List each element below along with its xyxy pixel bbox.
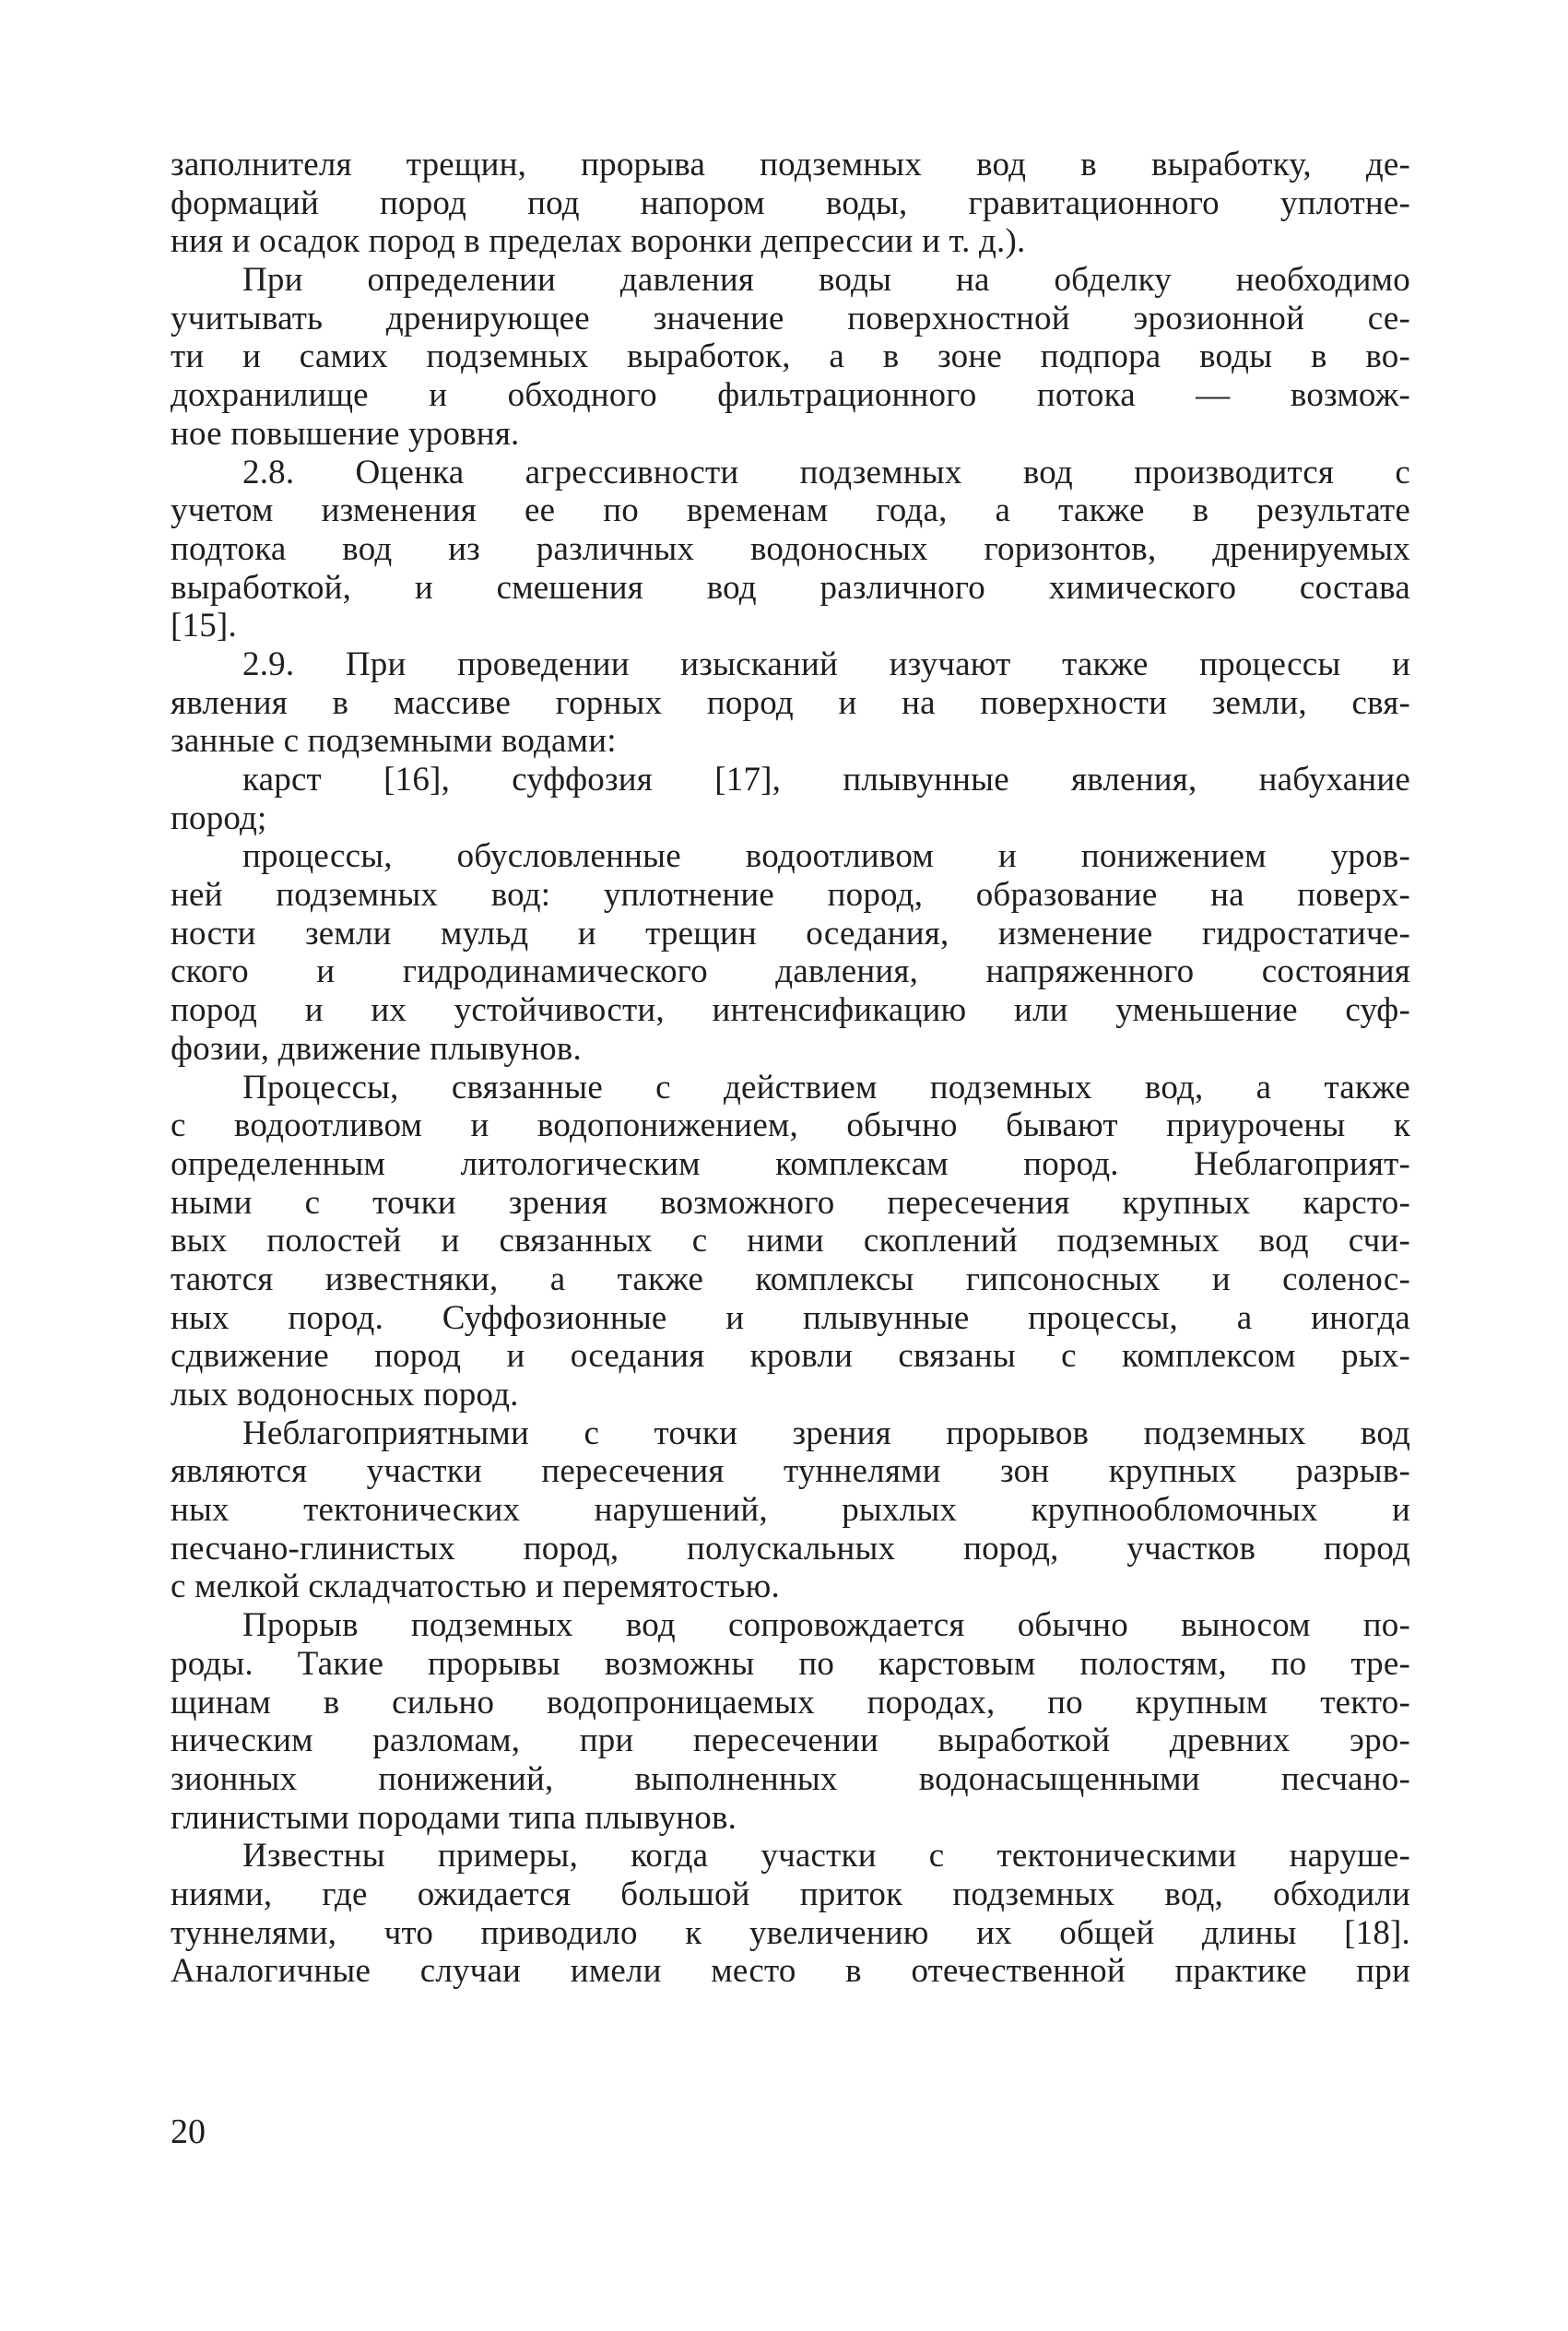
- text-line: пород и их устойчивости, интенсификацию или уменьшение суф-: [171, 991, 1410, 1030]
- paragraph: [171, 761, 1410, 837]
- text-line: определенным литологическим комплексам пород. Неблагоприят-: [171, 1144, 1410, 1183]
- text-line: таются известняки, а также комплексы гипсоносных и соленос-: [171, 1260, 1410, 1298]
- paragraph: [171, 1606, 1410, 1837]
- text-line: ского и гидродинамического давления, напряженного состояния: [171, 953, 1410, 991]
- paragraph: [171, 146, 1410, 261]
- text-line: ней подземных вод: уплотнение пород, образование на поверх-: [171, 876, 1410, 915]
- text-line: 2.8. Оценка агрессивности подземных вод производится с: [242, 453, 1410, 491]
- text-line: Аналогичные случаи имели место в отечественной практике при: [171, 1952, 1410, 1991]
- text-line: глинистыми породами типа плывунов.: [171, 1798, 737, 1837]
- text-line: Процессы, связанные с действием подземных вод, а также: [242, 1068, 1410, 1106]
- paragraph: [171, 1414, 1410, 1606]
- text-line: туннелями, что приводило к увеличению их общей длины [18].: [171, 1913, 1410, 1952]
- text-line: песчано-глинистых пород, полускальных пород, участков пород: [171, 1529, 1410, 1568]
- paragraph: [171, 645, 1410, 761]
- text-line: Прорыв подземных вод сопровождается обычно выносом по-: [242, 1606, 1410, 1645]
- text-line: зионных понижений, выполненных водонасыщенными песчано-: [171, 1759, 1410, 1798]
- text-line: ными с точки зрения возможного пересечения крупных карсто-: [171, 1183, 1410, 1222]
- text-line: подтока вод из различных водоносных горизонтов, дренируемых: [171, 529, 1410, 568]
- text-line: ности земли мульд и трещин оседания, изменение гидростатиче-: [171, 914, 1410, 953]
- text-line: учетом изменения ее по временам года, а также в результате: [171, 491, 1410, 530]
- text-line: ниями, где ожидается большой приток подземных вод, обходили: [171, 1875, 1410, 1913]
- text-line: учитывать дренирующее значение поверхностной эрозионной се-: [171, 299, 1410, 337]
- text-line: с мелкой складчатостью и перемятостью.: [171, 1568, 780, 1606]
- body-text: [171, 146, 1410, 1991]
- text-line: явления в массиве горных пород и на поверхности земли, свя-: [171, 683, 1410, 722]
- paragraph: [171, 261, 1410, 453]
- paragraph: [171, 454, 1410, 645]
- text-line: карст [16], суффозия [17], плывунные явления, набухание: [242, 761, 1410, 799]
- paragraph: [171, 837, 1410, 1068]
- text-line: Известны примеры, когда участки с тектоническими наруше-: [242, 1837, 1410, 1875]
- text-line: формаций пород под напором воды, гравитационного уплотне-: [171, 183, 1410, 222]
- text-line: ное повышение уровня.: [171, 414, 520, 453]
- text-line: занные с подземными водами:: [171, 722, 617, 761]
- text-line: ния и осадок пород в пределах воронки депрессии и т. д.).: [171, 222, 1026, 261]
- text-line: с водоотливом и водопонижением, обычно бывают приурочены к: [171, 1106, 1410, 1145]
- text-line: При определении давления воды на обделку необходимо: [242, 261, 1410, 300]
- text-line: [15].: [171, 607, 237, 645]
- text-line: дохранилище и обходного фильтрационного потока — возмож-: [171, 376, 1410, 415]
- paragraph: [171, 1069, 1410, 1414]
- text-line: пород;: [171, 799, 267, 837]
- text-line: роды. Такие прорывы возможны по карстовым полостям, по тре-: [171, 1644, 1410, 1683]
- text-line: щинам в сильно водопроницаемых породах, по крупным текто-: [171, 1683, 1410, 1722]
- text-line: ническим разломам, при пересечении выработкой древних эро-: [171, 1722, 1410, 1760]
- text-line: заполнителя трещин, прорыва подземных вод в выработку, де-: [171, 146, 1410, 183]
- text-line: ти и самих подземных выработок, а в зоне подпора воды в во-: [171, 337, 1410, 376]
- text-line: лых водоносных пород.: [171, 1376, 519, 1414]
- text-line: являются участки пересечения туннелями зон крупных разрыв-: [171, 1452, 1410, 1491]
- text-line: сдвижение пород и оседания кровли связаны с комплексом рых-: [171, 1337, 1410, 1376]
- page-number: 20: [171, 2112, 206, 2151]
- text-line: фозии, движение плывунов.: [171, 1029, 582, 1068]
- text-line: 2.9. При проведении изысканий изучают также процессы и: [242, 645, 1410, 683]
- text-line: выработкой, и смешения вод различного химического состава: [171, 568, 1410, 607]
- text-line: вых полостей и связанных с ними скоплений подземных вод счи-: [171, 1222, 1410, 1260]
- paragraph: [171, 1837, 1410, 1991]
- text-line: ных пород. Суффозионные и плывунные процессы, а иногда: [171, 1298, 1410, 1337]
- text-line: процессы, обусловленные водоотливом и понижением уров-: [242, 837, 1410, 876]
- text-line: ных тектонических нарушений, рыхлых крупнообломочных и: [171, 1491, 1410, 1530]
- text-line: Неблагоприятными с точки зрения прорывов подземных вод: [242, 1414, 1410, 1452]
